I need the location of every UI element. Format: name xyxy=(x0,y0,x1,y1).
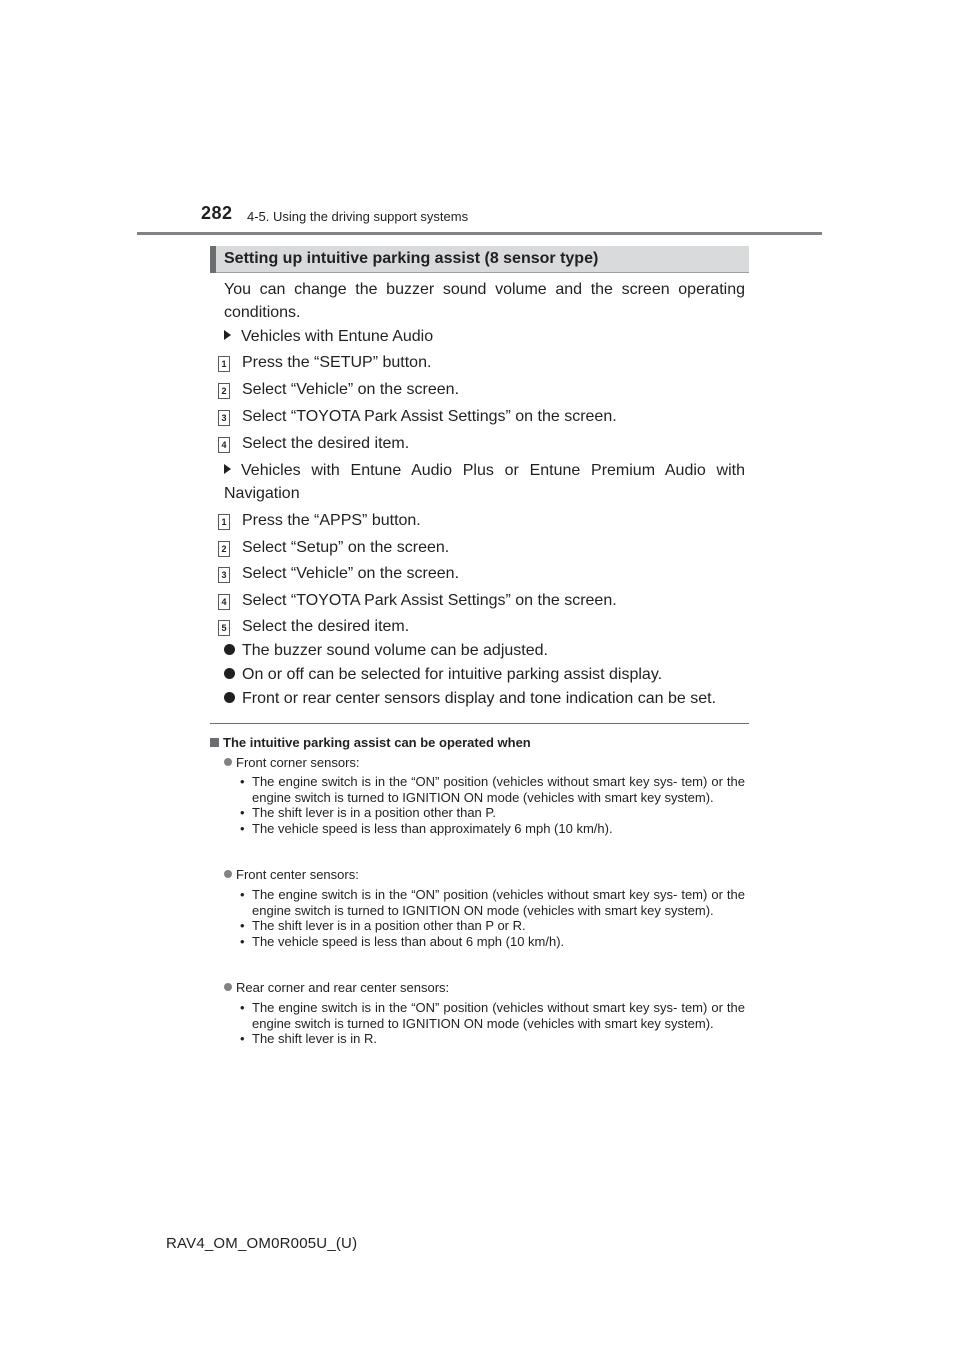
note-list xyxy=(236,774,745,836)
section-title: 4-5. Using the driving support systems xyxy=(247,209,469,224)
note-item: • The engine switch is in the “ON” position (vehicles without smart key sys- tem) or the engine switch is turned to IGNITION ON mode (vehicles with smart key system). xyxy=(236,774,745,805)
note-item: • The vehicle speed is less than approximately 6 mph (10 km/h). xyxy=(236,821,745,837)
gray-dot-icon xyxy=(224,983,232,991)
step-text: Select “TOYOTA Park Assist Settings” on the screen. xyxy=(242,592,617,609)
bullet-dot-icon xyxy=(224,692,235,703)
step-text: Select the desired item. xyxy=(242,435,410,452)
step-text: Press the “SETUP” button. xyxy=(242,354,432,371)
triangle-bullet-icon xyxy=(224,330,231,340)
bullet-text: The buzzer sound volume can be adjusted. xyxy=(242,642,548,659)
step-text: Select the desired item. xyxy=(242,618,410,635)
step-number-box: 3 xyxy=(218,410,230,426)
section-heading: Setting up intuitive parking assist (8 sensor type) xyxy=(224,250,599,267)
bullet-text: On or off can be selected for intuitive parking assist display. xyxy=(242,666,663,683)
note-heading-text: The intuitive parking assist can be operated when xyxy=(223,735,531,750)
step-number-box: 2 xyxy=(218,383,230,399)
note-item: • The engine switch is in the “ON” position (vehicles without smart key sys- tem) or the engine switch is turned to IGNITION ON mode (vehicles with smart key system). xyxy=(236,1000,745,1031)
vehicle-group-2-label: Vehicles with Entune Audio Plus or Entune Premium Audio with Navigation xyxy=(224,462,745,503)
note-group-title-text: Front center sensors: xyxy=(236,867,359,882)
bullet-item xyxy=(224,690,716,708)
notes-divider xyxy=(210,723,749,724)
note-item: • The shift lever is in a position other than P. xyxy=(236,805,745,821)
step-number-box: 1 xyxy=(218,514,230,530)
note-list xyxy=(236,1000,745,1047)
triangle-bullet-icon xyxy=(224,464,231,474)
step-text: Select “Vehicle” on the screen. xyxy=(242,565,460,582)
note-list xyxy=(236,887,745,949)
step-number-box: 4 xyxy=(218,437,230,453)
note-group-title xyxy=(224,980,449,995)
note-group-title-text: Rear corner and rear center sensors: xyxy=(236,980,450,995)
heading-accent-bar xyxy=(210,246,216,273)
note-group-title xyxy=(224,867,359,882)
step-number-box: 3 xyxy=(218,567,230,583)
note-item: • The vehicle speed is less than about 6 mph (10 km/h). xyxy=(236,934,745,950)
header-divider xyxy=(137,232,822,235)
note-heading xyxy=(210,735,531,750)
bullet-dot-icon xyxy=(224,644,235,655)
step-number-box: 4 xyxy=(218,594,230,610)
note-group-title xyxy=(224,755,360,770)
step-text: Press the “APPS” button. xyxy=(242,512,421,529)
intro-paragraph: You can change the buzzer sound volume and the screen operating conditions. xyxy=(224,281,745,322)
vehicle-group-2-title xyxy=(224,459,745,505)
bullet-item xyxy=(224,642,548,660)
note-item: • The engine switch is in the “ON” position (vehicles without smart key sys- tem) or the engine switch is turned to IGNITION ON mode (vehicles with smart key system). xyxy=(236,887,745,918)
step-text: Select “Setup” on the screen. xyxy=(242,539,450,556)
bullet-text: Front or rear center sensors display and tone indication can be set. xyxy=(242,690,717,707)
vehicle-group-1-label: Vehicles with Entune Audio xyxy=(241,328,434,345)
gray-dot-icon xyxy=(224,870,232,878)
bullet-item xyxy=(224,666,662,684)
step-text: Select “Vehicle” on the screen. xyxy=(242,381,460,398)
step-number-box: 1 xyxy=(218,356,230,372)
step-number-box: 2 xyxy=(218,541,230,557)
page-number: 282 xyxy=(201,203,233,223)
gray-dot-icon xyxy=(224,758,232,766)
document-footer-code: RAV4_OM_OM0R005U_(U) xyxy=(166,1235,358,1252)
note-item: • The shift lever is in R. xyxy=(236,1031,745,1047)
bullet-dot-icon xyxy=(224,668,235,679)
step-text: Select “TOYOTA Park Assist Settings” on the screen. xyxy=(242,408,617,425)
step-number-box: 5 xyxy=(218,620,230,636)
note-item: • The shift lever is in a position other than P or R. xyxy=(236,918,745,934)
square-bullet-icon xyxy=(210,738,219,747)
vehicle-group-1-title xyxy=(224,325,745,348)
note-group-title-text: Front corner sensors: xyxy=(236,755,360,770)
